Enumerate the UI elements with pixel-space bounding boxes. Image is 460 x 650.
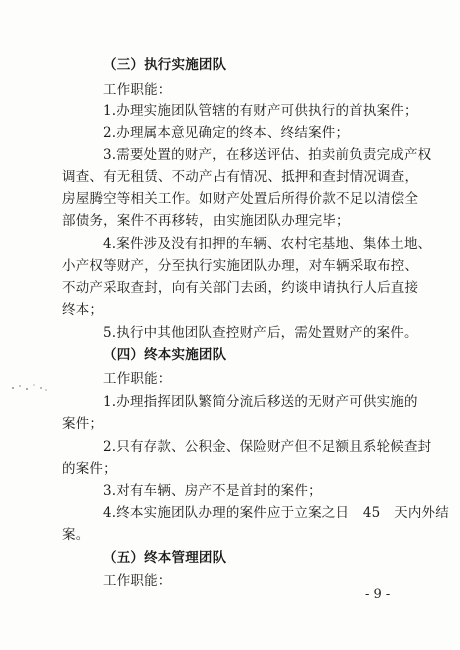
section-3-item-1: 1.办理实施团队管辖的有财产可供执行的首执案件；	[103, 103, 418, 119]
scan-speckle	[8, 383, 50, 393]
section-5-title: （五）终本管理团队	[103, 550, 227, 566]
section-4-item-2-line-1: 2.只有存款、公积金、保险财产但不足额且系轮候查封	[103, 439, 432, 455]
section-3-item-4-line-1: 4.案件涉及没有扣押的车辆、农村宅基地、集体土地、	[103, 236, 432, 252]
section-4-item-2-line-2: 的案件；	[62, 461, 117, 477]
section-3-item-4-line-4: 终本；	[62, 302, 104, 318]
section-3-item-3-line-3: 房屋腾空等相关工作。如财产处置后所得价款不足以清偿全	[62, 191, 419, 207]
section-4-title: （四）终本实施团队	[103, 347, 227, 363]
section-4-item-4-line-1: 4.终本实施团队办理的案件应于立案之日 45 天内外结	[103, 505, 449, 521]
section-3-item-2: 2.办理属本意见确定的终本、终结案件；	[103, 125, 350, 141]
section-3-item-4-line-3: 不动产采取查封，向有关部门去函，约谈申请执行人后直接	[62, 280, 419, 296]
section-4-duty-label: 工作职能：	[103, 371, 172, 387]
section-3-item-4-line-2: 小产权等财产，分至执行实施团队办理，对车辆采取布控、	[62, 258, 419, 274]
page-number: - 9 -	[365, 587, 391, 602]
section-5-duty-label: 工作职能：	[103, 573, 172, 589]
section-3-item-5: 5.执行中其他团队查控财产后，需处置财产的案件。	[103, 325, 418, 341]
section-4-item-4-line-2: 案。	[62, 527, 90, 543]
section-4-item-1-line-1: 1.办理指挥团队繁简分流后移送的无财产可供实施的	[103, 394, 418, 410]
section-3-item-3-line-4: 部债务，案件不再移转，由实施团队办理完毕；	[62, 213, 350, 229]
section-3-duty-label: 工作职能：	[103, 82, 172, 98]
section-4-item-3: 3.对有车辆、房产不是首封的案件；	[103, 483, 322, 499]
section-3-title: （三）执行实施团队	[103, 57, 227, 73]
section-3-item-3-line-1: 3.需要处置的财产，在移送评估、拍卖前负责完成产权	[103, 147, 432, 163]
section-3-item-3-line-2: 调查、有无租赁、不动产占有情况、抵押和查封情况调查，	[62, 169, 419, 185]
section-4-item-1-line-2: 案件；	[62, 416, 104, 432]
